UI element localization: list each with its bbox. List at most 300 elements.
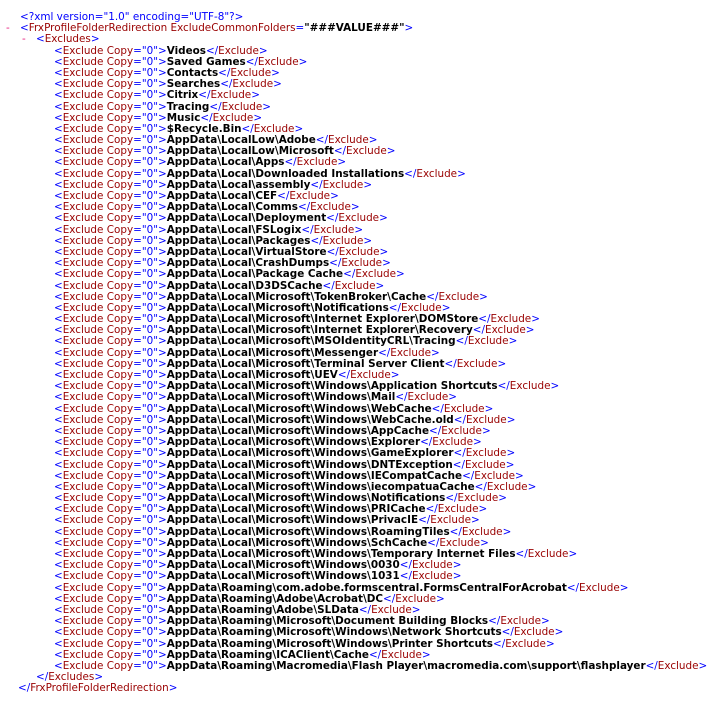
exclude-path: AppData\Local\Microsoft\Windows\GameExplorer: [166, 447, 454, 460]
exclude-attr-name: Copy: [106, 66, 134, 79]
exclude-tag-name: Exclude: [62, 503, 104, 516]
exclude-tag-name: Exclude: [62, 637, 104, 650]
exclude-path: AppData\Roaming\com.adobe.formscentral.FormsCentralForAcrobat: [166, 581, 567, 594]
exclude-tag-name: Exclude: [62, 268, 104, 281]
exclude-attr-value: "0": [141, 245, 158, 258]
exclude-close-tag-name: Exclude: [461, 525, 503, 538]
exclude-path: AppData\Local\Microsoft\Windows\1031: [166, 570, 400, 583]
exclude-tag-name: Exclude: [62, 66, 104, 79]
exclude-entry: <Exclude Copy="0">AppData\Local\Downloaded Installations</Exclude>: [54, 167, 466, 180]
exclude-attr-value: "0": [141, 615, 158, 628]
exclude-close-tag-name: Exclude: [513, 626, 555, 639]
exclude-attr-value: "0": [141, 122, 158, 135]
exclude-attr-value: "0": [141, 659, 158, 672]
exclude-attr-value: "0": [141, 178, 158, 191]
root-close-tag-name: FrxProfileFolderRedirection: [30, 682, 169, 695]
exclude-tag-name: Exclude: [62, 100, 104, 113]
exclude-attr-value: "0": [141, 212, 158, 225]
exclude-close-tag-name: Exclude: [230, 66, 272, 79]
exclude-close-tag-name: Exclude: [390, 346, 432, 359]
exclude-tag-name: Exclude: [62, 145, 104, 158]
exclude-entry: <Exclude Copy="0">AppData\Local\Microsoft\Internet Explorer\Recovery</Exclude>: [54, 324, 535, 337]
exclude-tag-name: Exclude: [62, 402, 104, 415]
exclude-attr-value: "0": [141, 89, 158, 102]
exclude-attr-name: Copy: [106, 413, 134, 426]
exclude-attr-name: Copy: [106, 100, 134, 113]
exclude-close-tag-name: Exclude: [212, 111, 254, 124]
exclude-attr-value: "0": [141, 436, 158, 449]
exclude-tag-name: Exclude: [62, 648, 104, 661]
exclude-attr-name: Copy: [106, 436, 134, 449]
exclude-tag-name: Exclude: [62, 615, 104, 628]
exclude-attr-value: "0": [141, 592, 158, 605]
exclude-close-tag-name: Exclude: [456, 357, 498, 370]
exclude-attr-name: Copy: [106, 626, 134, 639]
exclude-tag-name: Exclude: [62, 257, 104, 270]
root-attr-name: ExcludeCommonFolders: [170, 22, 296, 35]
exclude-tag-name: Exclude: [62, 234, 104, 247]
exclude-list: [0, 44, 707, 673]
exclude-close-tag-name: Exclude: [411, 559, 453, 572]
exclude-attr-value: "0": [141, 134, 158, 147]
exclude-close-tag-name: Exclude: [500, 615, 542, 628]
exclude-attr-name: Copy: [106, 156, 134, 169]
exclude-tag-name: Exclude: [62, 78, 104, 91]
exclude-tag-name: Exclude: [62, 659, 104, 672]
exclude-path: Saved Games: [166, 55, 246, 68]
root-attr-value: "###VALUE###": [304, 22, 405, 35]
exclude-entry: <Exclude Copy="0">AppData\Local\assembly</Exclude>: [54, 178, 373, 191]
exclude-tag-name: Exclude: [62, 44, 104, 57]
exclude-entry: <Exclude Copy="0">Searches</Exclude>: [54, 78, 282, 91]
exclude-close-tag-name: Exclude: [464, 458, 506, 471]
exclude-tag-name: Exclude: [62, 190, 104, 202]
exclude-attr-name: Copy: [106, 234, 134, 247]
exclude-path: Citrix: [166, 89, 199, 102]
exclude-entry: <Exclude Copy="0">AppData\Local\Microsoft\Windows\WebCache.old</Exclude>: [54, 413, 516, 426]
exclude-attr-value: "0": [141, 480, 158, 493]
exclude-path: AppData\Local\Microsoft\Windows\PRICache: [166, 503, 426, 516]
exclude-close-tag-name: Exclude: [465, 413, 507, 426]
exclude-entry: <Exclude Copy="0">AppData\Roaming\Microsoft\Document Building Blocks</Exclude>: [54, 615, 550, 628]
exclude-attr-name: Copy: [106, 357, 134, 370]
exclude-attr-name: Copy: [106, 89, 134, 102]
exclude-path: Music: [166, 111, 201, 124]
exclude-entry: <Exclude Copy="0">AppData\Local\Microsoft\Windows\PrivacIE</Exclude>: [54, 514, 480, 527]
exclude-entry: <Exclude Copy="0">AppData\Local\Microsoft\Windows\IECompatCache</Exclude>: [54, 469, 524, 482]
exclude-attr-value: "0": [141, 279, 158, 292]
excludes-close-tag-name: Excludes: [48, 671, 95, 684]
exclude-entry: <Exclude Copy="0">AppData\Local\Microsoft\Windows\SchCache</Exclude>: [54, 536, 489, 549]
exclude-entry: <Exclude Copy="0">AppData\Local\D3DSCache</Exclude>: [54, 279, 385, 292]
exclude-attr-name: Copy: [106, 257, 134, 270]
exclude-attr-value: "0": [141, 391, 158, 404]
exclude-attr-name: Copy: [106, 447, 134, 460]
exclude-path: AppData\Local\Microsoft\Windows\DNTException: [166, 458, 453, 471]
exclude-attr-value: "0": [141, 626, 158, 639]
exclude-entry: <Exclude Copy="0">AppData\Local\Microsoft\Internet Explorer\DOMStore</Exclude>: [54, 313, 540, 326]
exclude-attr-name: Copy: [106, 268, 134, 281]
exclude-close-tag-name: Exclude: [338, 212, 380, 225]
exclude-close-tag-name: Exclude: [443, 402, 485, 415]
exclude-close-tag-name: Exclude: [346, 145, 387, 158]
exclude-entry: <Exclude Copy="0">AppData\Local\Package Cache</Exclude>: [54, 268, 405, 281]
exclude-attr-value: "0": [141, 424, 158, 437]
exclude-attr-name: Copy: [106, 245, 134, 258]
exclude-attr-name: Copy: [106, 78, 134, 91]
exclude-tag-name: Exclude: [62, 167, 104, 180]
exclude-entry: <Exclude Copy="0">Contacts</Exclude>: [54, 66, 280, 79]
exclude-path: $Recycle.Bin: [166, 122, 242, 135]
exclude-attr-name: Copy: [106, 603, 134, 616]
exclude-path: AppData\Local\Microsoft\Notifications: [166, 301, 389, 314]
exclude-attr-value: "0": [141, 55, 158, 68]
collapse-root-toggle[interactable]: -: [6, 22, 10, 35]
exclude-path: AppData\Local\CrashDumps: [166, 257, 330, 270]
exclude-tag-name: Exclude: [62, 492, 104, 505]
exclude-attr-value: "0": [141, 335, 158, 348]
exclude-close-tag-name: Exclude: [210, 89, 252, 102]
exclude-path: AppData\Local\D3DSCache: [166, 279, 323, 292]
exclude-attr-name: Copy: [106, 648, 134, 661]
exclude-close-tag-name: Exclude: [527, 548, 569, 560]
exclude-attr-name: Copy: [106, 424, 134, 437]
exclude-close-tag-name: Exclude: [328, 134, 369, 147]
exclude-close-tag-name: Exclude: [395, 592, 436, 605]
exclude-entry: <Exclude Copy="0">AppData\Local\Packages</Exclude>: [54, 234, 373, 247]
exclude-close-tag-name: Exclude: [411, 570, 453, 583]
exclude-tag-name: Exclude: [62, 525, 104, 538]
exclude-tag-name: Exclude: [62, 603, 104, 616]
exclude-close-tag-name: Exclude: [437, 503, 479, 516]
excludes-tag-name: Excludes: [44, 33, 91, 46]
exclude-path: AppData\Local\Microsoft\Windows\PrivacIE: [166, 514, 419, 527]
exclude-close-tag-name: Exclude: [465, 447, 507, 460]
exclude-path: AppData\Local\Microsoft\Internet Explorer\DOMStore: [166, 313, 479, 326]
exclude-entry: <Exclude Copy="0">AppData\LocalLow\Adobe</Exclude>: [54, 134, 378, 147]
exclude-attr-name: Copy: [106, 559, 134, 572]
exclude-attr-name: Copy: [106, 324, 134, 337]
exclude-entry: <Exclude Copy="0">AppData\Local\Microsoft\Windows\WebCache</Exclude>: [54, 402, 494, 415]
exclude-path: AppData\Local\Microsoft\Windows\Temporary Internet Files: [166, 548, 516, 560]
exclude-attr-name: Copy: [106, 592, 134, 605]
exclude-entry: <Exclude Copy="0">$Recycle.Bin</Exclude>: [54, 122, 304, 135]
exclude-attr-name: Copy: [106, 536, 134, 549]
exclude-path: AppData\Local\Microsoft\TokenBroker\Cache: [166, 290, 427, 303]
exclude-close-tag-name: Exclude: [221, 100, 263, 113]
root-open-tag: - <FrxProfileFolderRedirection ExcludeCommonFolders="###VALUE###">: [6, 22, 414, 35]
exclude-tag-name: Exclude: [62, 581, 104, 594]
exclude-close-tag-name: Exclude: [322, 178, 364, 191]
exclude-path: AppData\Local\Microsoft\MSOIdentityCRL\Tracing: [166, 335, 456, 348]
excludes-open-tag: - <Excludes>: [22, 33, 100, 46]
exclude-tag-name: Exclude: [62, 134, 104, 147]
exclude-tag-name: Exclude: [62, 469, 104, 482]
exclude-close-tag-name: Exclude: [334, 279, 376, 292]
exclude-path: AppData\Roaming\Macromedia\Flash Player\macromedia.com\support\flashplayer: [166, 659, 646, 672]
exclude-attr-name: Copy: [106, 458, 134, 471]
exclude-entry: <Exclude Copy="0">AppData\Local\VirtualStore</Exclude>: [54, 245, 389, 258]
exclude-attr-value: "0": [141, 559, 158, 572]
exclude-close-tag-name: Exclude: [289, 190, 331, 202]
exclude-close-tag-name: Exclude: [313, 223, 355, 236]
exclude-close-tag-name: Exclude: [407, 391, 449, 404]
exclude-attr-value: "0": [141, 257, 158, 270]
xml-declaration-text: <?xml version="1.0" encoding="UTF-8"?>: [20, 11, 244, 23]
exclude-close-tag-name: Exclude: [371, 603, 412, 616]
exclude-attr-value: "0": [141, 100, 158, 113]
exclude-attr-name: Copy: [106, 301, 134, 314]
exclude-attr-name: Copy: [106, 380, 134, 393]
exclude-attr-value: "0": [141, 514, 158, 527]
exclude-entry: <Exclude Copy="0">Music</Exclude>: [54, 111, 263, 124]
exclude-tag-name: Exclude: [62, 279, 104, 292]
exclude-entry: <Exclude Copy="0">AppData\Local\Microsoft\Messenger</Exclude>: [54, 346, 440, 359]
exclude-attr-name: Copy: [106, 469, 134, 482]
exclude-tag-name: Exclude: [62, 592, 104, 605]
exclude-close-tag-name: Exclude: [338, 245, 380, 258]
exclude-tag-name: Exclude: [62, 212, 104, 225]
exclude-attr-value: "0": [141, 111, 158, 124]
exclude-attr-value: "0": [141, 78, 158, 91]
exclude-attr-value: "0": [141, 44, 158, 57]
exclude-attr-name: Copy: [106, 122, 134, 135]
exclude-attr-name: Copy: [106, 167, 134, 180]
exclude-attr-value: "0": [141, 525, 158, 538]
exclude-attr-name: Copy: [106, 659, 134, 672]
exclude-tag-name: Exclude: [62, 458, 104, 471]
exclude-path: AppData\Local\Microsoft\Windows\Explorer: [166, 436, 421, 449]
exclude-entry: <Exclude Copy="0">AppData\Local\Microsoft\Windows\0030</Exclude>: [54, 559, 462, 572]
exclude-path: AppData\Local\Microsoft\Internet Explorer\Recovery: [166, 324, 473, 337]
exclude-path: AppData\LocalLow\Adobe: [166, 134, 316, 147]
exclude-attr-name: Copy: [106, 637, 134, 650]
exclude-attr-value: "0": [141, 346, 158, 359]
exclude-path: AppData\Local\Apps: [166, 156, 285, 169]
exclude-path: AppData\Local\Comms: [166, 201, 298, 214]
exclude-path: AppData\Local\Microsoft\Windows\SchCache: [166, 536, 428, 549]
exclude-attr-value: "0": [141, 156, 158, 169]
exclude-entry: <Exclude Copy="0">AppData\Local\Microsoft\Windows\RoamingTiles</Exclude>: [54, 525, 512, 538]
exclude-entry: <Exclude Copy="0">AppData\Local\Microsoft\Notifications</Exclude>: [54, 301, 451, 314]
exclude-close-tag-name: Exclude: [257, 55, 299, 68]
exclude-entry: <Exclude Copy="0">AppData\Local\Comms</Exclude>: [54, 201, 360, 214]
exclude-tag-name: Exclude: [62, 324, 104, 337]
exclude-attr-value: "0": [141, 324, 158, 337]
exclude-attr-name: Copy: [106, 581, 134, 594]
exclude-tag-name: Exclude: [62, 480, 104, 493]
exclude-path: AppData\Local\Microsoft\UEV: [166, 369, 338, 381]
exclude-entry: <Exclude Copy="0">AppData\Local\CrashDumps</Exclude>: [54, 257, 391, 270]
exclude-tag-name: Exclude: [62, 369, 104, 381]
exclude-close-tag-name: Exclude: [232, 78, 274, 91]
exclude-attr-name: Copy: [106, 279, 134, 292]
exclude-entry: <Exclude Copy="0">AppData\Local\Microsoft\Windows\Temporary Internet Files</Exclude>: [54, 548, 578, 560]
exclude-tag-name: Exclude: [62, 201, 104, 214]
exclude-tag-name: Exclude: [62, 436, 104, 449]
exclude-entry: <Exclude Copy="0">AppData\Local\Microsoft\Windows\1031</Exclude>: [54, 570, 462, 583]
exclude-tag-name: Exclude: [62, 156, 104, 169]
exclude-entry: <Exclude Copy="0">AppData\Roaming\Adobe\Acrobat\DC</Exclude>: [54, 592, 445, 605]
exclude-entry: <Exclude Copy="0">AppData\Local\FSLogix</Exclude>: [54, 223, 364, 236]
exclude-attr-value: "0": [141, 313, 158, 326]
exclude-path: AppData\Roaming\Microsoft\Windows\Network Shortcuts: [166, 626, 502, 639]
exclude-tag-name: Exclude: [62, 122, 104, 135]
exclude-path: AppData\Local\Packages: [166, 234, 311, 247]
exclude-tag-name: Exclude: [62, 313, 104, 326]
exclude-entry: <Exclude Copy="0">AppData\Local\Microsoft\UEV</Exclude>: [54, 369, 400, 381]
exclude-attr-value: "0": [141, 402, 158, 415]
exclude-path: Searches: [166, 78, 221, 91]
exclude-close-tag-name: Exclude: [341, 257, 383, 270]
exclude-attr-name: Copy: [106, 223, 134, 236]
exclude-tag-name: Exclude: [62, 391, 104, 404]
exclude-close-tag-name: Exclude: [438, 290, 480, 303]
exclude-attr-name: Copy: [106, 190, 134, 202]
exclude-entry: <Exclude Copy="0">Citrix</Exclude>: [54, 89, 260, 102]
exclude-path: AppData\Roaming\Adobe\Acrobat\DC: [166, 592, 384, 605]
exclude-close-tag-name: Exclude: [322, 234, 364, 247]
exclude-attr-value: "0": [141, 268, 158, 281]
exclude-entry: <Exclude Copy="0">AppData\Local\Microsoft\Terminal Server Client</Exclude>: [54, 357, 507, 370]
exclude-tag-name: Exclude: [62, 357, 104, 370]
exclude-attr-name: Copy: [106, 503, 134, 516]
exclude-attr-value: "0": [141, 357, 158, 370]
exclude-path: Tracing: [166, 100, 210, 113]
exclude-tag-name: Exclude: [62, 55, 104, 68]
exclude-attr-value: "0": [141, 301, 158, 314]
exclude-path: AppData\Local\Microsoft\Windows\0030: [166, 559, 400, 572]
exclude-attr-value: "0": [141, 201, 158, 214]
exclude-tag-name: Exclude: [62, 548, 104, 560]
exclude-attr-value: "0": [141, 503, 158, 516]
exclude-tag-name: Exclude: [62, 245, 104, 258]
exclude-attr-name: Copy: [106, 134, 134, 147]
exclude-attr-name: Copy: [106, 55, 134, 68]
exclude-attr-value: "0": [141, 369, 158, 381]
exclude-attr-value: "0": [141, 637, 158, 650]
exclude-attr-value: "0": [141, 223, 158, 236]
exclude-path: AppData\Local\Downloaded Installations: [166, 167, 405, 180]
exclude-attr-name: Copy: [106, 44, 134, 57]
exclude-entry: <Exclude Copy="0">AppData\Roaming\Microsoft\Windows\Network Shortcuts</Exclude>: [54, 626, 564, 639]
exclude-close-tag-name: Exclude: [355, 268, 397, 281]
exclude-entry: <Exclude Copy="0">AppData\Local\Microsoft\Windows\Explorer</Exclude>: [54, 436, 482, 449]
exclude-close-tag-name: Exclude: [579, 581, 620, 594]
exclude-path: AppData\LocalLow\Microsoft: [166, 145, 334, 158]
exclude-path: AppData\Local\assembly: [166, 178, 311, 191]
exclude-path: AppData\Roaming\Adobe\SLData: [166, 603, 359, 616]
exclude-tag-name: Exclude: [62, 89, 104, 102]
exclude-entry: <Exclude Copy="0">Tracing</Exclude>: [54, 100, 272, 113]
exclude-path: AppData\Local\Microsoft\Windows\WebCache.old: [166, 413, 454, 426]
exclude-close-tag-name: Exclude: [486, 480, 528, 493]
exclude-close-tag-name: Exclude: [657, 659, 699, 672]
exclude-attr-value: "0": [141, 447, 158, 460]
exclude-attr-name: Copy: [106, 492, 134, 505]
exclude-path: AppData\Local\FSLogix: [166, 223, 302, 236]
exclude-close-tag-name: Exclude: [400, 301, 442, 314]
exclude-attr-value: "0": [141, 167, 158, 180]
exclude-attr-value: "0": [141, 548, 158, 560]
exclude-path: AppData\Local\VirtualStore: [166, 245, 327, 258]
exclude-entry: <Exclude Copy="0">AppData\Local\Microsoft\TokenBroker\Cache</Exclude>: [54, 290, 488, 303]
exclude-attr-name: Copy: [106, 402, 134, 415]
exclude-attr-name: Copy: [106, 290, 134, 303]
exclude-path: AppData\Local\CEF: [166, 190, 278, 202]
exclude-attr-value: "0": [141, 66, 158, 79]
exclude-tag-name: Exclude: [62, 290, 104, 303]
exclude-attr-name: Copy: [106, 346, 134, 359]
exclude-entry: <Exclude Copy="0">AppData\Roaming\Macromedia\Flash Player\macromedia.com\support\flashplayer</Exclude>: [54, 659, 707, 672]
exclude-entry: <Exclude Copy="0">AppData\Local\Apps</Exclude>: [54, 156, 347, 169]
exclude-close-tag-name: Exclude: [310, 201, 351, 214]
exclude-close-tag-name: Exclude: [416, 167, 458, 180]
exclude-path: AppData\Local\Microsoft\Windows\WebCache: [166, 402, 432, 415]
exclude-path: AppData\Roaming\Microsoft\Document Building Blocks: [166, 615, 489, 628]
exclude-attr-name: Copy: [106, 335, 134, 348]
exclude-attr-name: Copy: [106, 313, 134, 326]
exclude-close-tag-name: Exclude: [350, 369, 391, 381]
exclude-path: AppData\Local\Microsoft\Terminal Server Client: [166, 357, 445, 370]
exclude-path: AppData\Local\Microsoft\Windows\Notifications: [166, 492, 446, 505]
exclude-entry: <Exclude Copy="0">AppData\Local\Microsoft\Windows\AppCache</Exclude>: [54, 424, 491, 437]
exclude-entry: <Exclude Copy="0">AppData\Local\Microsoft\Windows\iecompatuaCache</Exclude>: [54, 480, 537, 493]
exclude-entry: <Exclude Copy="0">AppData\Local\Microsoft\Windows\DNTException</Exclude>: [54, 458, 515, 471]
root-tag-name: FrxProfileFolderRedirection: [28, 22, 168, 35]
exclude-tag-name: Exclude: [62, 413, 104, 426]
exclude-entry: <Exclude Copy="0">AppData\Roaming\Adobe\SLData</Exclude>: [54, 603, 421, 616]
exclude-attr-value: "0": [141, 413, 158, 426]
exclude-close-tag-name: Exclude: [432, 436, 474, 449]
exclude-attr-name: Copy: [106, 212, 134, 225]
exclude-path: AppData\Local\Microsoft\Windows\AppCache: [166, 424, 429, 437]
exclude-path: AppData\Local\Microsoft\Windows\Application Shortcuts: [166, 380, 498, 393]
exclude-entry: <Exclude Copy="0">Videos</Exclude>: [54, 44, 268, 57]
collapse-excludes-toggle[interactable]: -: [22, 33, 26, 46]
exclude-attr-name: Copy: [106, 480, 134, 493]
exclude-attr-name: Copy: [106, 525, 134, 538]
exclude-attr-name: Copy: [106, 201, 134, 214]
exclude-close-tag-name: Exclude: [474, 469, 515, 482]
exclude-entry: <Exclude Copy="0">AppData\Local\Microsoft\MSOIdentityCRL\Tracing</Exclude>: [54, 335, 518, 348]
exclude-attr-name: Copy: [106, 111, 134, 124]
exclude-attr-value: "0": [141, 603, 158, 616]
exclude-close-tag-name: Exclude: [253, 122, 295, 135]
exclude-attr-value: "0": [141, 469, 158, 482]
exclude-path: AppData\Local\Microsoft\Windows\RoamingTiles: [166, 525, 450, 538]
exclude-attr-name: Copy: [106, 570, 134, 583]
exclude-attr-name: Copy: [106, 391, 134, 404]
exclude-path: AppData\Roaming\Microsoft\Windows\Printer Shortcuts: [166, 637, 493, 650]
exclude-tag-name: Exclude: [62, 536, 104, 549]
exclude-close-tag-name: Exclude: [430, 514, 471, 527]
exclude-attr-value: "0": [141, 536, 158, 549]
exclude-attr-value: "0": [141, 492, 158, 505]
exclude-path: AppData\Local\Microsoft\Windows\IECompatCache: [166, 469, 463, 482]
exclude-entry: <Exclude Copy="0">AppData\Local\Microsoft\Windows\PRICache</Exclude>: [54, 503, 488, 516]
exclude-path: AppData\Roaming\ICAClient\Cache: [166, 648, 369, 661]
exclude-tag-name: Exclude: [62, 626, 104, 639]
exclude-entry: <Exclude Copy="0">AppData\Local\Microsoft\Windows\GameExplorer</Exclude>: [54, 447, 516, 460]
exclude-close-tag-name: Exclude: [509, 380, 551, 393]
exclude-entry: <Exclude Copy="0">AppData\Roaming\Microsoft\Windows\Printer Shortcuts</Exclude>: [54, 637, 555, 650]
exclude-path: Contacts: [166, 66, 219, 79]
exclude-attr-name: Copy: [106, 145, 134, 158]
exclude-tag-name: Exclude: [62, 335, 104, 348]
exclude-close-tag-name: Exclude: [381, 648, 422, 661]
exclude-close-tag-name: Exclude: [457, 492, 499, 505]
